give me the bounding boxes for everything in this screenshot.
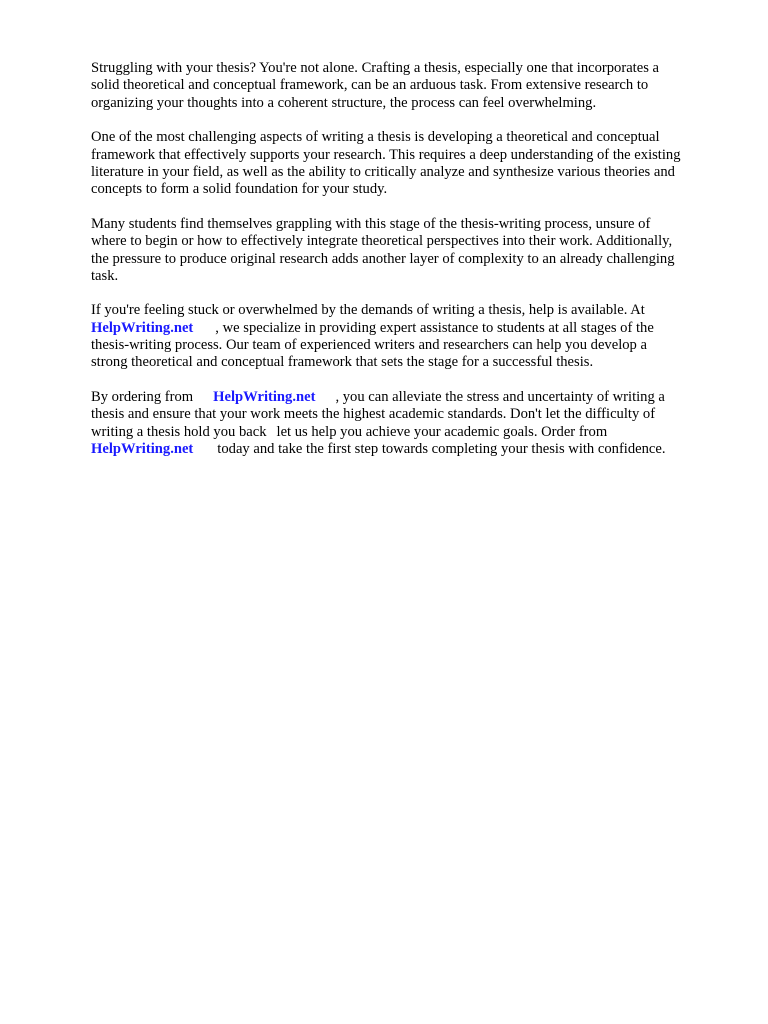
text-line: where to begin or how to effectively integrate theoretical perspectives into their work. Additionally, bbox=[91, 233, 673, 250]
text-segment: , you can alleviate the stress and uncertainty of writing a bbox=[335, 388, 665, 405]
text-line bbox=[91, 441, 723, 458]
text-segment: today and take the first step towards completing your thesis with confidence. bbox=[217, 441, 666, 458]
text-line: thesis-writing process. Our team of experienced writers and researchers can help you develop a bbox=[91, 337, 647, 354]
text-line: solid theoretical and conceptual framework, can be an arduous task. From extensive research to bbox=[91, 77, 649, 94]
text-line: One of the most challenging aspects of writing a thesis is developing a theoretical and conceptual bbox=[91, 129, 660, 146]
text-line bbox=[91, 389, 723, 406]
helpwriting-link[interactable]: HelpWriting.net bbox=[213, 388, 316, 405]
text-line bbox=[91, 424, 723, 441]
helpwriting-link[interactable]: HelpWriting.net bbox=[91, 441, 194, 458]
document-body bbox=[91, 60, 723, 475]
paragraph-5 bbox=[91, 389, 723, 459]
text-segment: writing a thesis hold you back bbox=[91, 423, 267, 440]
text-line bbox=[91, 320, 723, 337]
paragraph-4 bbox=[91, 302, 723, 372]
text-line: concepts to form a solid foundation for your study. bbox=[91, 181, 388, 198]
paragraph-2 bbox=[91, 129, 723, 199]
text-segment: , we specialize in providing expert assistance to students at all stages of the bbox=[215, 319, 654, 336]
text-line: Many students find themselves grappling with this stage of the thesis-writing process, unsure of bbox=[91, 215, 651, 232]
helpwriting-link[interactable]: HelpWriting.net bbox=[91, 319, 194, 336]
text-line: literature in your field, as well as the ability to critically analyze and synthesize various theories and bbox=[91, 163, 675, 180]
text-line: framework that effectively supports your research. This requires a deep understanding of the existing bbox=[91, 146, 681, 163]
text-line: task. bbox=[91, 267, 119, 284]
text-line: If you're feeling stuck or overwhelmed by the demands of writing a thesis, help is available. At bbox=[91, 302, 645, 319]
paragraph-3 bbox=[91, 216, 723, 286]
text-line: the pressure to produce original research adds another layer of complexity to an already challenging bbox=[91, 250, 675, 267]
text-line: thesis and ensure that your work meets the highest academic standards. Don't let the difficulty of bbox=[91, 406, 656, 423]
text-line: organizing your thoughts into a coherent structure, the process can feel overwhelming. bbox=[91, 94, 597, 111]
text-segment: By ordering from bbox=[91, 388, 194, 405]
paragraph-1 bbox=[91, 60, 723, 112]
text-line: strong theoretical and conceptual framework that sets the stage for a successful thesis. bbox=[91, 354, 594, 371]
text-line: Struggling with your thesis? You're not alone. Crafting a thesis, especially one that incorporates a bbox=[91, 60, 660, 76]
text-segment: let us help you achieve your academic goals. Order from bbox=[276, 423, 608, 440]
